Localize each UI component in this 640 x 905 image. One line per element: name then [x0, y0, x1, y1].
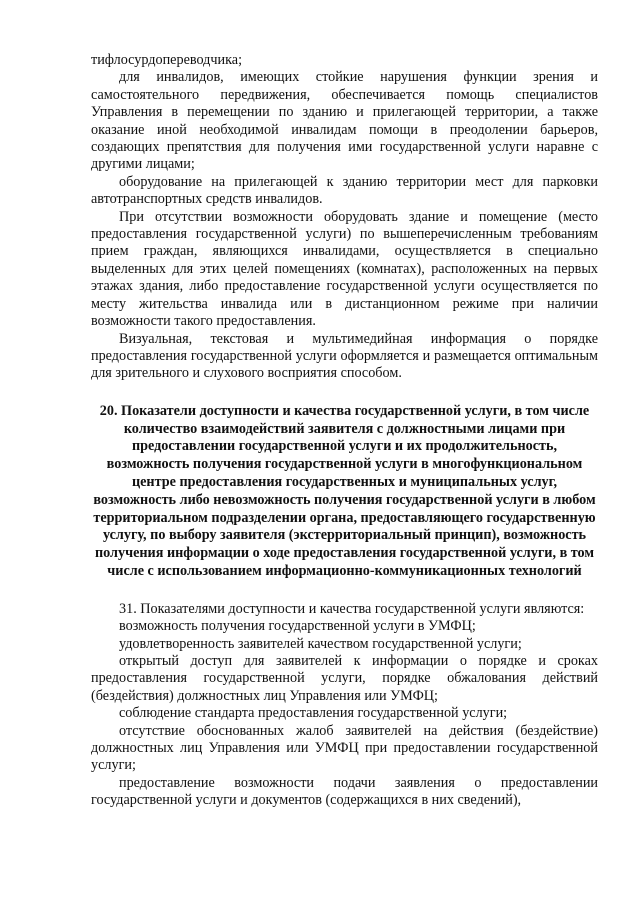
paragraph: тифлосурдопереводчика; — [91, 52, 243, 68]
paragraph: При отсутствии возможности оборудовать здание и помещение (место предоставления государственной услуги) по вышеперечисленным требованиям прием граждан, являющихся инвалидами, осуществляется в специально выделенных для этих целей помещениях (комнатах), расположенных на первых этажах здания, либо предоставление государственной услуги осуществляется по месту жительства инвалида или в дистанционном режиме при наличии возможности такого предоставления. — [91, 208, 598, 330]
list-item: отсутствие обоснованных жалоб заявителей на действия (бездействие) должностных лиц Управления или УМФЦ при предоставлении государственной услуги; — [91, 722, 598, 774]
list-item: предоставление возможности подачи заявления о предоставлении государственной услуги и документов (содержащихся в них сведений), — [91, 774, 598, 809]
section-heading: 20. Показатели доступности и качества государственной услуги, в том числе количество взаимодействий заявителя с должностными лицами при предоставлении государственной услуги и их продолжительность, возможность получения государственной услуги в многофункциональном центре предоставления государственных и муниципальных услуг, возможность либо невозможность получения государственной услуги в любом территориальном подразделении органа, предоставляющего государственную услугу, по выбору заявителя (экстерриториальный принцип), возможность получения информации о ходе предоставления государственной услуги, в том числе с использованием информационно-коммуникационных технологий — [93, 402, 596, 579]
paragraph: 31. Показателями доступности и качества государственной услуги являются: — [119, 600, 585, 617]
list-item: открытый доступ для заявителей к информации о порядке и сроках предоставления государственной услуги, порядке обжалования действий (бездействия) должностных лиц Управления или УМФЦ; — [91, 652, 598, 704]
list-item: соблюдение стандарта предоставления государственной услуги; — [119, 705, 508, 722]
paragraph: для инвалидов, имеющих стойкие нарушения функции зрения и самостоятельного передвижения, обеспечивается помощь специалистов Управления в перемещении по зданию и прилегающей территории, а также оказание иной необходимой инвалидам помощи в преодолении барьеров, создающих препятствия для получения ими государственной услуги наравне с другими лицами; — [91, 69, 598, 173]
paragraph: Визуальная, текстовая и мультимедийная информация о порядке предоставления государственной услуги оформляется и размещается оптимальным для зрительного и слухового восприятия способом. — [91, 330, 598, 382]
list-item: возможность получения государственной услуги в УМФЦ; — [119, 618, 476, 635]
paragraph: оборудование на прилегающей к зданию территории мест для парковки автотранспортных средств инвалидов. — [91, 173, 598, 208]
list-item: удовлетворенность заявителей качеством государственной услуги; — [119, 635, 522, 652]
